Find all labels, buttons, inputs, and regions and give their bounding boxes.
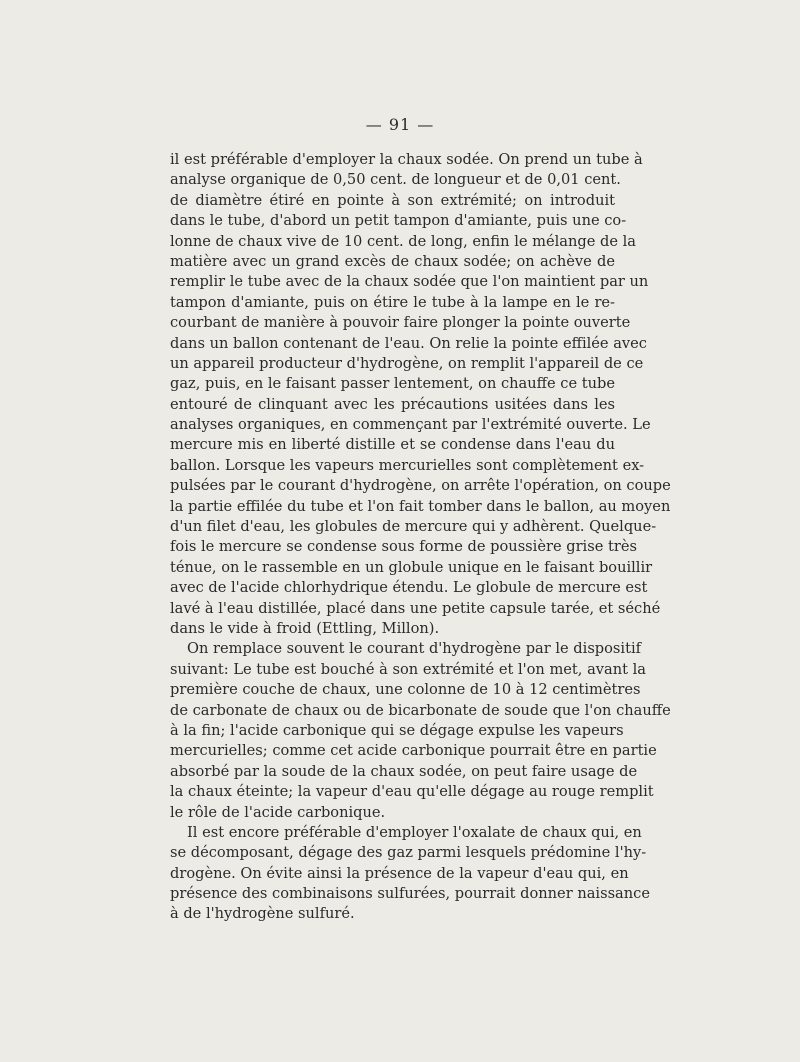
text-line: ténue, on le rassemble en un globule unique en le faisant bouillir xyxy=(170,558,653,576)
text-line: matière avec un grand excès de chaux sodée; on achève de xyxy=(170,252,615,270)
text-line: analyse organique de 0,50 cent. de longueur et de 0,01 cent. xyxy=(170,171,621,189)
paragraph xyxy=(170,150,671,639)
text-line: de diamètre étiré en pointe à son extrémité; on introduit xyxy=(170,191,615,209)
text-line: à de l'hydrogène sulfuré. xyxy=(170,905,355,923)
text-line: suivant: Le tube est bouché à son extrémité et l'on met, avant la xyxy=(170,660,646,678)
text-line: à la fin; l'acide carbonique qui se dégage expulse les vapeurs xyxy=(170,721,624,739)
text-line: lonne de chaux vive de 10 cent. de long, enfin le mélange de la xyxy=(170,232,636,250)
text-line: pulsées par le courant d'hydrogène, on arrête l'opération, on coupe xyxy=(170,477,671,495)
text-line: avec de l'acide chlorhydrique étendu. Le globule de mercure est xyxy=(170,579,648,597)
text-line: la partie effilée du tube et l'on fait tomber dans le ballon, au moyen xyxy=(170,497,671,515)
text-line: tampon d'amiante, puis on étire le tube à la lampe en le re- xyxy=(170,293,615,311)
text-line: le rôle de l'acide carbonique. xyxy=(170,803,386,821)
text-line: Il est encore préférable d'employer l'oxalate de chaux qui, en xyxy=(187,823,642,841)
text-line: dans un ballon contenant de l'eau. On relie la pointe effilée avec xyxy=(170,334,647,352)
text-line: présence des combinaisons sulfurées, pourrait donner naissance xyxy=(170,885,650,903)
text-line: fois le mercure se condense sous forme de poussière grise très xyxy=(170,538,637,556)
text-line: un appareil producteur d'hydrogène, on remplit l'appareil de ce xyxy=(170,354,644,372)
text-line: gaz, puis, en le faisant passer lentement, on chauffe ce tube xyxy=(170,375,615,393)
text-line: ballon. Lorsque les vapeurs mercurielles sont complètement ex- xyxy=(170,456,645,474)
text-line: entouré de clinquant avec les précautions usitées dans les xyxy=(170,395,615,413)
text-line: de carbonate de chaux ou de bicarbonate de soude que l'on chauffe xyxy=(170,701,671,719)
text-line: il est préférable d'employer la chaux sodée. On prend un tube à xyxy=(170,151,643,168)
text-line: remplir le tube avec de la chaux sodée que l'on maintient par un xyxy=(170,273,649,291)
body-text xyxy=(170,150,671,925)
text-line: lavé à l'eau distillée, placé dans une petite capsule tarée, et séché xyxy=(170,599,661,617)
text-line: courbant de manière à pouvoir faire plonger la pointe ouverte xyxy=(170,314,631,332)
text-line: se décomposant, dégage des gaz parmi lesquels prédomine l'hy- xyxy=(170,844,647,862)
text-line: dans le tube, d'abord un petit tampon d'amiante, puis une co- xyxy=(170,212,627,230)
text-line: On remplace souvent le courant d'hydrogène par le dispositif xyxy=(187,640,642,658)
text-line: drogène. On évite ainsi la présence de la vapeur d'eau qui, en xyxy=(170,864,629,882)
page-number: — 91 — xyxy=(365,115,435,134)
text-line: mercurielles; comme cet acide carbonique pourrait être en partie xyxy=(170,742,657,760)
text-line: mercure mis en liberté distille et se condense dans l'eau du xyxy=(170,436,615,454)
text-line: absorbé par la soude de la chaux sodée, on peut faire usage de xyxy=(170,762,638,780)
text-line: la chaux éteinte; la vapeur d'eau qu'elle dégage au rouge remplit xyxy=(170,783,654,801)
paragraph xyxy=(170,823,650,925)
text-line: d'un filet d'eau, les globules de mercure qui y adhèrent. Quelque- xyxy=(170,518,657,536)
text-line: analyses organiques, en commençant par l'extrémité ouverte. Le xyxy=(170,416,651,434)
paragraph xyxy=(170,639,671,823)
text-line: dans le vide à froid (Ettling, Millon). xyxy=(170,619,440,637)
text-line: première couche de chaux, une colonne de 10 à 12 centimètres xyxy=(170,681,641,699)
